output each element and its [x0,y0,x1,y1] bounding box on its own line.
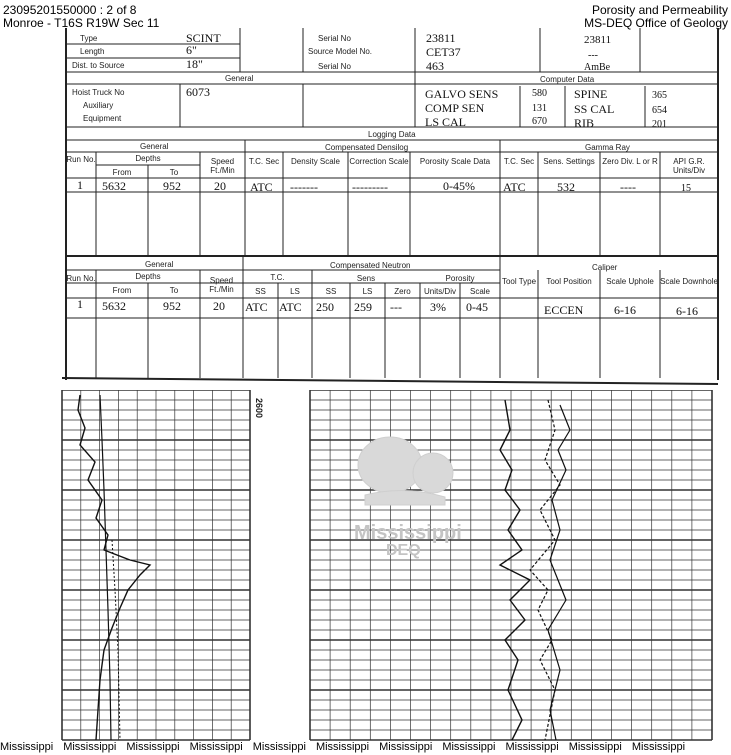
correction-scale-label: Correction Scale [349,157,409,166]
neutron-speed-label: Speed Ft./Min [209,276,234,294]
right-serial-value: 23811 [584,34,612,46]
neutron-zero-value: --- [390,300,402,314]
footer-text: Mississippi [568,741,622,753]
document-category: Porosity and Permeability [591,3,728,17]
tc-sec-value: ATC [250,180,273,194]
sens-settings-label: Sens. Settings [543,157,595,166]
footer-text: Mississippi [442,741,496,753]
zero-div-value: ---- [620,180,636,194]
neutron-speed-value: 20 [213,299,225,313]
spontaneous-potential-curve [100,395,111,740]
density-scale-value: ------- [290,180,318,194]
porosity-scale-label: Porosity Scale Data [419,157,491,166]
neutron-ss-value: 250 [316,300,334,314]
hoist-truck-label: Hoist Truck No [72,88,125,97]
general-section-title: General [140,142,169,151]
sens-settings-value: 532 [557,180,575,194]
gamma-tc-label: T.C. Sec [503,157,535,166]
depths-label: Depths [135,154,161,163]
scale-uphole-label: Scale Uphole [606,277,654,286]
compensated-neutron-title: Compensated Neutron [330,261,411,270]
density-scale-label: Density Scale [291,157,340,166]
neutron-scale-value: 0-45 [466,300,488,314]
neutron-run-value: 1 [77,297,83,311]
correction-scale-value: --------- [352,180,388,194]
neutron-tc-ss-label: SS [255,287,266,296]
depth-to-label: To [169,168,179,177]
neutron-zero-label: Zero [394,287,411,296]
neutron-porosity-title: Porosity [445,274,475,283]
neutron-tc-ls-value: ATC [279,300,302,314]
depth-to-value: 952 [163,179,181,193]
length-label: Length [80,47,105,56]
rib-value: 201 [652,119,667,130]
length-value: 6" [186,43,197,57]
gamma-tc-value: ATC [503,180,526,194]
porosity-scale-value: 0-45% [443,179,475,193]
ss-cal-label: SS CAL [574,102,615,116]
mdeq-logo [345,425,465,525]
run-no-value: 1 [77,178,83,192]
neutron-to-value: 952 [163,299,181,313]
neutron-scale-label: Scale [469,287,490,296]
galvo-sens-label: GALVO SENS [425,87,499,101]
source-model-value: CET37 [426,45,461,59]
type-label: Type [80,34,98,43]
densilog-title: Compensated Densilog [325,143,409,152]
footer-text: Mississippi [379,741,433,753]
tool-position-label: Tool Position [546,277,592,286]
neutron-run-label: Run No. [66,274,96,283]
serial-label: Serial No [318,34,351,43]
footer-text: Mississippi [0,741,54,753]
neutron-tc-title: T.C. [270,273,285,282]
tool-type-label: Tool Type [501,277,537,286]
ls-cal-label: LS CAL [425,115,467,129]
footer-text: Mississippi [315,741,370,753]
watermark-line-1: Mississippi [354,522,462,544]
caliper-title: Caliper [592,263,618,272]
dist-to-source-label: Dist. to Source [72,61,125,70]
watermark-line-2: DEQ [386,542,421,559]
neutron-tc-ls-label: LS [290,287,300,296]
neutron-sens-title: Sens [356,274,376,283]
footer-text: Mississippi [63,741,117,753]
comp-sen-label: COMP SEN [425,101,485,115]
neutron-from-value: 5632 [102,299,126,313]
neutron-ls-value: 259 [354,300,372,314]
scale-uphole-value: 6-16 [614,303,636,317]
neutron-depths-label: Depths [135,272,161,281]
neutron-tc-ss-value: ATC [245,300,268,314]
galvo-sens-value: 580 [532,88,547,99]
serial-value: 23811 [426,31,456,45]
right-dash-value: --- [588,50,598,61]
ls-cal-value: 670 [532,116,547,127]
hoist-truck-value: 6073 [186,85,210,99]
depth-from-label: From [112,168,132,177]
scale-downhole-label: Scale Downhole [660,277,718,286]
depth-from-value: 5632 [102,179,126,193]
comp-sen-value: 131 [532,103,547,114]
api-units-label: API G.R. Units/Div [672,157,705,175]
tool-position-value: ECCEN [544,303,584,317]
zero-div-label: Zero Div. L or R [602,157,658,166]
equipment-label: Equipment [83,114,122,123]
left-track-grid [62,390,250,740]
type-value: SCINT [186,31,221,45]
gamma-ray-curve [78,395,150,740]
general-title: General [225,74,254,83]
dist-to-source-value: 18" [186,57,203,71]
neutron-general-title: General [145,260,174,269]
speed-label: Speed Ft./Min [210,157,235,175]
scale-downhole-value: 6-16 [676,304,698,318]
auxiliary-label: Auxiliary [83,101,114,110]
footer-text: Mississippi [189,741,243,753]
footer-text: Mississippi [126,741,180,753]
tc-sec-label: T.C. Sec [248,157,280,166]
neutron-from-label: From [112,286,132,295]
source-serial-value: 463 [426,59,444,73]
neutron-units-value: 3% [430,300,446,314]
run-no-label: Run No. [66,155,96,164]
spine-label: SPINE [574,87,608,101]
speed-value: 20 [214,179,226,193]
neutron-units-label: Units/Div [423,287,456,296]
spine-value: 365 [652,90,667,101]
neutron-sens-ss-label: SS [325,287,337,296]
rib-label: RIB [574,116,595,130]
neutron-sens-ls-label: LS [362,287,373,296]
depth-marker: 2600 [254,398,264,419]
ss-cal-value: 654 [652,105,667,116]
document-id: 23095201550000 : 2 of 8 [3,3,137,17]
logging-data-title: Logging Data [368,130,416,139]
api-units-value: 15 [681,183,691,194]
gamma-ray-title: Gamma Ray [585,143,630,152]
footer-text: Mississippi [505,741,559,753]
footer-text: Mississippi [631,741,686,753]
source-type-value: AmBe [584,62,611,73]
neutron-to-label: To [169,286,179,295]
computer-data-title: Computer Data [540,75,595,84]
well-location: Monroe - T16S R19W Sec 11 [3,16,160,30]
source-serial-label: Serial No [318,62,351,71]
agency-name: MS-DEQ Office of Geology [584,16,728,30]
footer-text: Mississippi [252,741,306,753]
footer-watermark [0,741,731,755]
source-model-label: Source Model No. [308,47,373,56]
